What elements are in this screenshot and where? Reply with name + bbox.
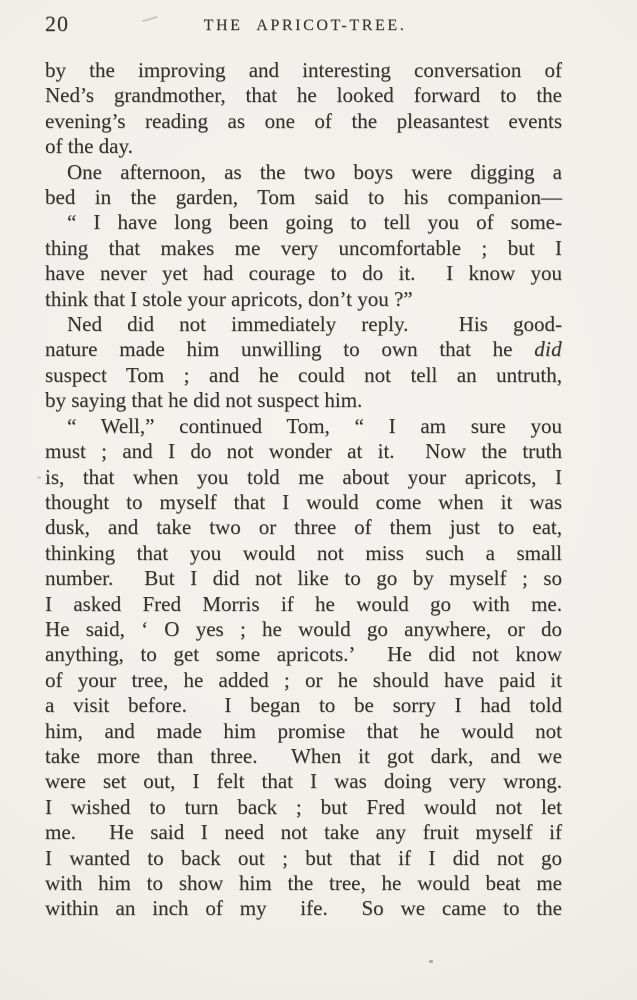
text-line: thought to myself that I would come when it was — [45, 489, 562, 514]
text-line: within an inch of my ife. So we came to the — [45, 896, 562, 921]
text-line: by saying that he did not suspect him. — [45, 388, 363, 413]
text-line: dusk, and take two or three of them just to eat, — [45, 515, 562, 540]
text-line: number. But I did not like to go by myself ; so — [45, 566, 562, 591]
scan-speck — [396, 325, 399, 328]
text-line: take more than three. When it got dark, and we — [45, 743, 562, 768]
page-number: 20 — [45, 11, 69, 36]
text-line: I asked Fred Morris if he would go with me. — [45, 591, 562, 616]
text-line: were set out, I felt that I was doing very wrong. — [45, 769, 562, 794]
text-line: him, and made him promise that he would not — [45, 718, 562, 743]
text-line: by the improving and interesting conversation of — [45, 58, 562, 82]
page-header — [45, 10, 565, 40]
text-line: me. He said I need not take any fruit myself if — [45, 820, 562, 845]
text-line: One afternoon, as the two boys were digging a — [67, 159, 562, 184]
text-line: thing that makes me very uncomfortable ; but I — [45, 235, 562, 260]
text-line: with him to show him the tree, he would beat me — [45, 871, 562, 895]
text-line: must ; and I do not wonder at it. Now the truth — [45, 439, 562, 464]
text-line: Ned did not immediately reply. His good- — [67, 312, 562, 337]
text-line: “ I have long been going to tell you of some- — [67, 210, 562, 235]
text-line: nature made him unwilling to own that he did — [45, 337, 562, 362]
running-title: THE APRICOT-TREE. — [203, 17, 407, 34]
text-line: have never yet had courage to do it. I know you — [45, 261, 562, 286]
text-block — [45, 58, 562, 922]
text-line: “ Well,” continued Tom, “ I am sure you — [67, 413, 562, 438]
scan-speck — [37, 476, 41, 479]
text-line: suspect Tom ; and he could not tell an untruth, — [45, 362, 562, 387]
text-line: anything, to get some apricots.’ He did not know — [45, 642, 562, 667]
text-line: He said, ‘ O yes ; he would go anywhere, or do — [45, 616, 562, 641]
text-line: is, that when you told me about your apricots, I — [45, 464, 562, 489]
text-line: think that I stole your apricots, don’t you ?” — [45, 286, 413, 311]
text-line: of your tree, he added ; or he should have paid it — [45, 667, 562, 692]
text-line: of the day. — [45, 134, 133, 159]
text-line: a visit before. I began to be sorry I had told — [45, 693, 562, 718]
text-line: I wanted to back out ; but that if I did not go — [45, 845, 562, 870]
text-line: bed in the garden, Tom said to his companion— — [45, 185, 562, 210]
scan-speck — [429, 960, 433, 963]
text-line: Ned’s grandmother, that he looked forward to the — [45, 83, 562, 108]
text-line: thinking that you would not miss such a small — [45, 540, 562, 565]
text-line: evening’s reading as one of the pleasantest events — [45, 108, 562, 133]
text-line: I wished to turn back ; but Fred would not let — [45, 794, 562, 819]
